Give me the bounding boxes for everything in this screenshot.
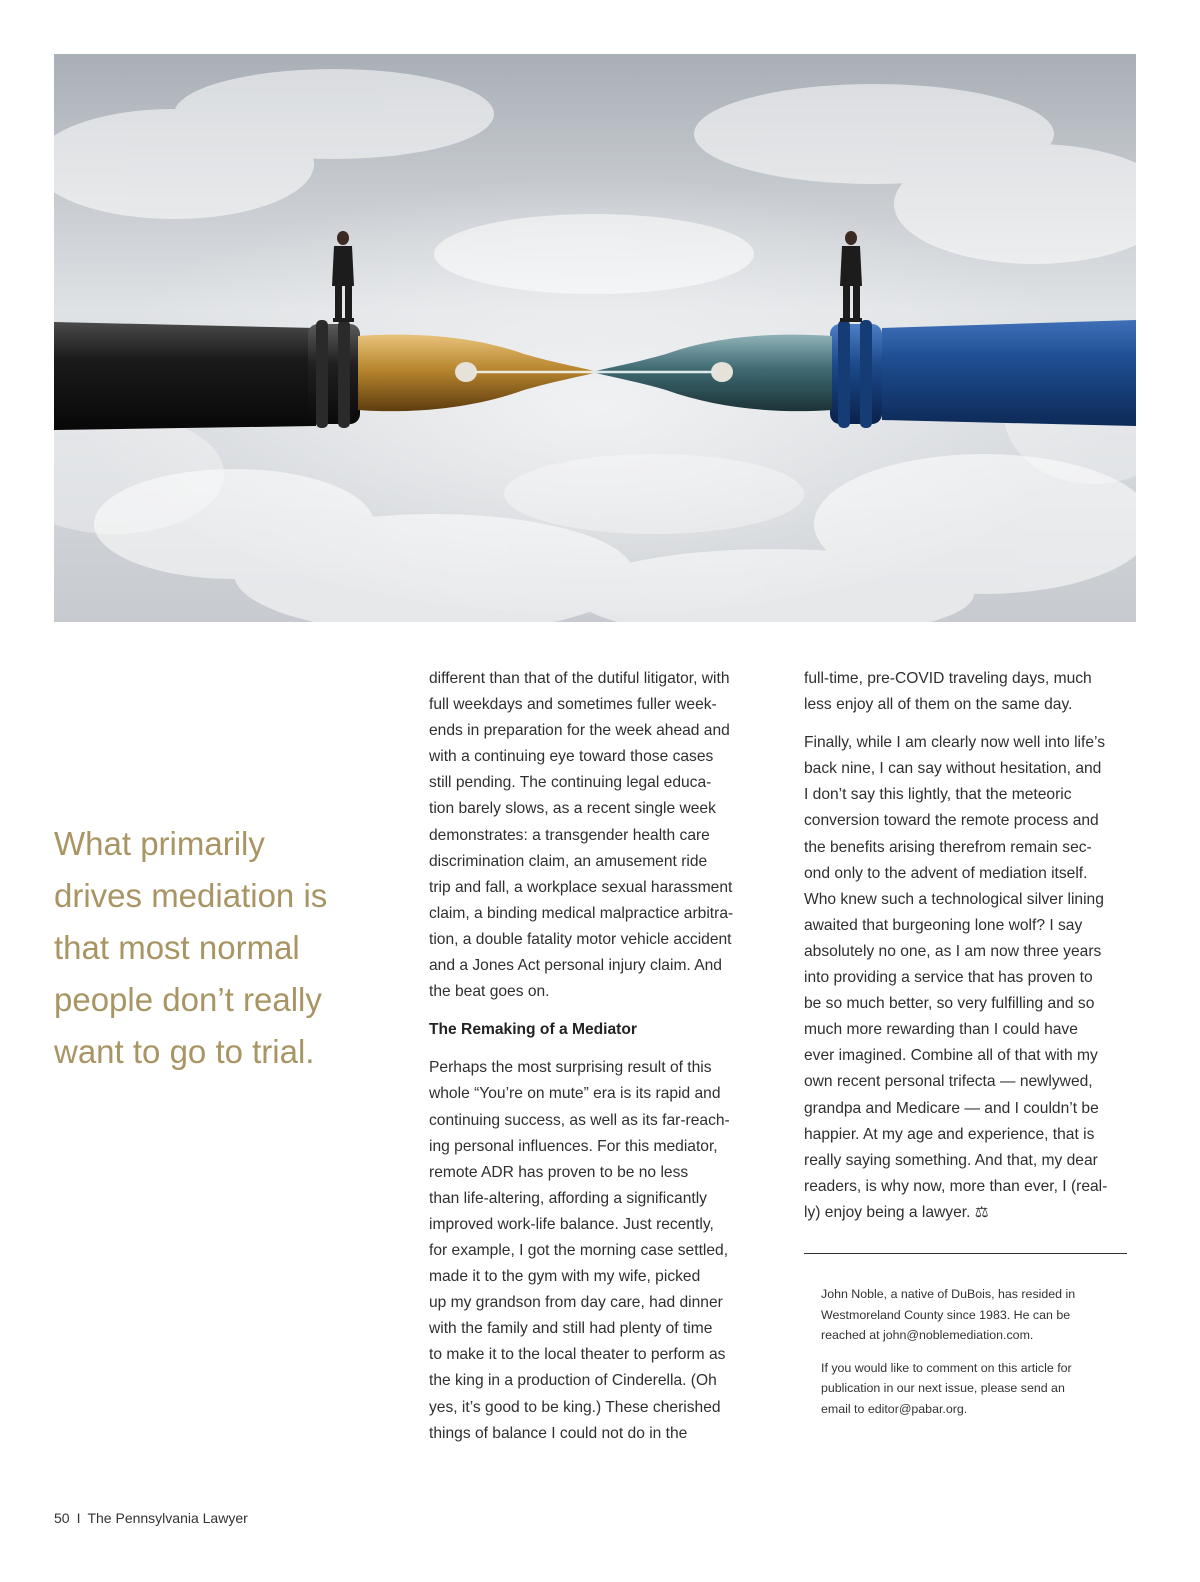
text-line: be so much better, so very fulfilling and so <box>804 995 1095 1013</box>
text-line: Perhaps the most surprising result of this <box>429 1059 712 1077</box>
bio-line: If you would like to comment on this article for <box>821 1360 1072 1375</box>
bio-line: Westmoreland County since 1983. He can be <box>821 1307 1071 1322</box>
text-line: back nine, I can say without hesitation, and <box>804 760 1102 778</box>
author-bio <box>821 1284 1121 1419</box>
text-line: conversion toward the remote process and <box>804 812 1099 830</box>
text-line: made it to the gym with my wife, picked <box>429 1268 701 1286</box>
text-line: much more rewarding than I could have <box>804 1021 1078 1039</box>
text-line: yes, it’s good to be king.) These cherished <box>429 1398 721 1416</box>
paragraph <box>804 666 1134 718</box>
article-column-1 <box>429 666 763 1447</box>
text-line: ends in preparation for the week ahead and <box>429 722 730 740</box>
article-column-2 <box>804 666 1134 1226</box>
text-line: trip and fall, a workplace sexual harassment <box>429 878 733 896</box>
text-line: the beat goes on. <box>429 983 550 1001</box>
text-line: ing personal influences. For this mediator, <box>429 1137 718 1155</box>
footer-separator: I <box>76 1510 81 1526</box>
text-line: with a continuing eye toward those cases <box>429 748 714 766</box>
pull-quote-line: drives mediation is <box>54 877 328 914</box>
text-line: readers, is why now, more than ever, I (real- <box>804 1177 1108 1195</box>
pull-quote <box>54 818 364 1078</box>
text-line: less enjoy all of them on the same day. <box>804 696 1073 714</box>
text-line: than life-altering, affording a significantly <box>429 1189 707 1207</box>
text-line: I don’t say this lightly, that the meteoric <box>804 786 1072 804</box>
text-line: the benefits arising therefrom remain sec- <box>804 838 1092 856</box>
text-line: full-time, pre-COVID traveling days, much <box>804 670 1092 687</box>
paragraph <box>429 666 763 1005</box>
text-line: ever imagined. Combine all of that with my <box>804 1047 1098 1065</box>
text-line: different than that of the dutiful litigator, with <box>429 670 730 687</box>
bio-divider <box>804 1253 1127 1254</box>
page-footer <box>54 1510 248 1526</box>
pull-quote-line: What primarily <box>54 825 265 862</box>
text-line: happier. At my age and experience, that is <box>804 1125 1095 1143</box>
bio-line: John Noble, a native of DuBois, has resided in <box>821 1287 1076 1301</box>
text-line: for example, I got the morning case settled, <box>429 1241 729 1259</box>
pull-quote-line: want to go to trial. <box>54 1033 315 1070</box>
text-line: Who knew such a technological silver lining <box>804 890 1104 908</box>
text-line: ond only to the advent of mediation itself. <box>804 864 1088 882</box>
page-number: 50 <box>54 1510 70 1526</box>
bio-line: reached at john@noblemediation.com. <box>821 1328 1034 1342</box>
black-pen-barrel <box>54 322 316 430</box>
text-line: things of balance I could not do in the <box>429 1424 688 1442</box>
text-line: tion, a double fatality motor vehicle accident <box>429 930 732 948</box>
blue-pen-barrel <box>882 320 1136 426</box>
text-line: and a Jones Act personal injury claim. And <box>429 957 722 975</box>
text-line: demonstrates: a transgender health care <box>429 826 710 844</box>
text-line: with the family and still had plenty of time <box>429 1320 713 1338</box>
text-line: awaited that burgeoning lone wolf? I say <box>804 916 1083 934</box>
text-line: absolutely no one, as I am now three years <box>804 942 1102 960</box>
text-line: up my grandson from day care, had dinner <box>429 1294 723 1312</box>
pull-quote-line: that most normal <box>54 929 300 966</box>
text-line: whole “You’re on mute” era is its rapid and <box>429 1085 721 1103</box>
text-line: to make it to the local theater to perform as <box>429 1346 726 1364</box>
text-line: still pending. The continuing legal educa- <box>429 774 712 792</box>
text-line: tion barely slows, as a recent single week <box>429 800 716 818</box>
text-line: the king in a production of Cinderella. (Oh <box>429 1372 717 1390</box>
author-bio-paragraph <box>821 1284 1121 1346</box>
text-line: really saying something. And that, my dear <box>804 1151 1098 1169</box>
hero-image <box>54 54 1136 622</box>
text-line: improved work-life balance. Just recently, <box>429 1215 714 1233</box>
bio-line: publication in our next issue, please send an <box>821 1381 1065 1395</box>
text-line: grandpa and Medicare — and I couldn’t be <box>804 1099 1099 1117</box>
text-line: into providing a service that has proven to <box>804 969 1093 987</box>
text-line: continuing success, as well as its far-reach- <box>429 1111 730 1129</box>
text-line: claim, a binding medical malpractice arbitra- <box>429 904 734 922</box>
comment-invitation <box>821 1358 1121 1420</box>
text-line: discrimination claim, an amusement ride <box>429 852 708 870</box>
text-line: full weekdays and sometimes fuller week- <box>429 696 717 714</box>
text-line: ly) enjoy being a lawyer. ⚖ <box>804 1203 989 1221</box>
bio-line: email to editor@pabar.org. <box>821 1401 968 1416</box>
text-line: own recent personal trifecta — newlywed, <box>804 1073 1093 1091</box>
pens-illustration <box>54 54 1136 622</box>
pull-quote-line: people don’t really <box>54 981 322 1018</box>
section-subhead: The Remaking of a Mediator <box>429 1021 637 1039</box>
text-line: Finally, while I am clearly now well into life’s <box>804 734 1106 752</box>
paragraph <box>804 730 1134 1226</box>
paragraph <box>429 1055 763 1446</box>
text-line: remote ADR has proven to be no less <box>429 1163 689 1181</box>
publication-name: The Pennsylvania Lawyer <box>87 1510 248 1526</box>
